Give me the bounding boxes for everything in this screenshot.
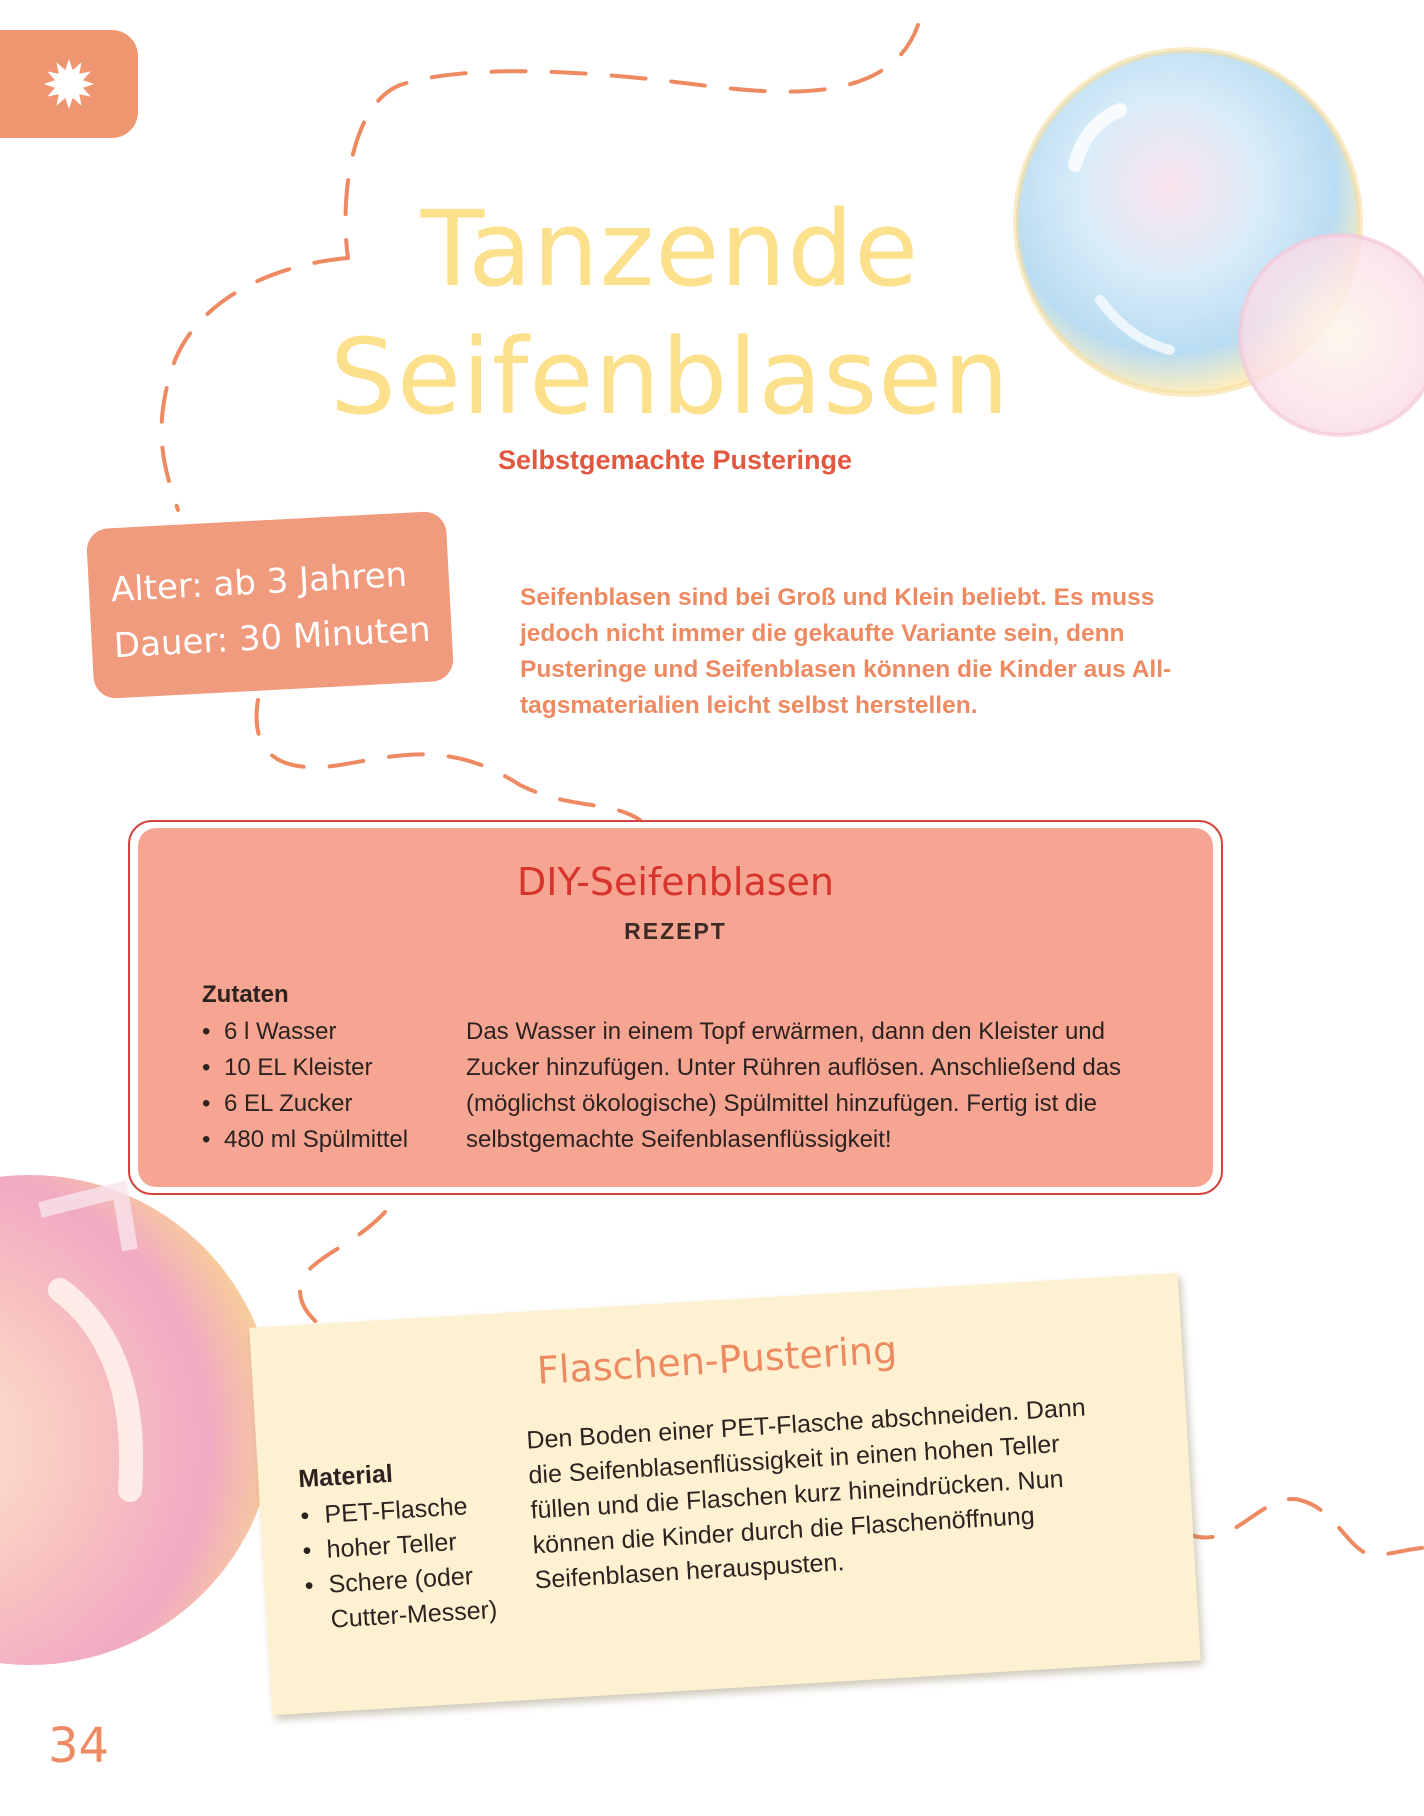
list-item: • 480 ml Spülmittel — [202, 1122, 408, 1158]
list-item: • hoher Teller — [302, 1521, 524, 1569]
title-line-1: Tanzende — [420, 188, 920, 310]
bubble-small-right — [1240, 235, 1424, 435]
list-item: • 6 l Wasser — [202, 1014, 408, 1050]
recipe-instructions: Das Wasser in einem Topf erwärmen, dann den Kleister und Zucker hinzufügen. Unter Rühren auflösen. Anschließend das (möglichst ökologische) Spülmittel hinzufügen. Fertig ist die selbstgemachte Seifenblasenflüssigkeit! — [466, 1018, 1122, 1153]
material-list — [300, 1486, 528, 1639]
page-title — [300, 185, 1040, 441]
activity-instructions: Den Boden einer PET-Flasche abschneiden. Dann die Seifenblasenflüssigkeit in einen hohen Teller füllen und die Flaschen kurz hineindrücken. Nun können die Kinder durch die Flaschenöffnung Seifenblasen herauspusten. — [525, 1393, 1087, 1595]
corner-tab — [0, 30, 138, 138]
material-heading: Material — [297, 1459, 394, 1494]
title-line-2: Seifenblasen — [329, 316, 1011, 438]
activity-title: Flaschen-Pustering — [535, 1327, 899, 1393]
sun-icon — [40, 55, 98, 113]
duration-label: Dauer: 30 Minuten — [112, 609, 432, 667]
page-number: 34 — [48, 1718, 110, 1774]
ingredients-list — [202, 1014, 408, 1158]
list-item: • Schere (oder Cutter-Messer) — [304, 1556, 528, 1639]
bubble-bottom-left — [0, 1175, 275, 1665]
recipe-box — [138, 828, 1213, 1187]
recipe-title: DIY-Seifenblasen — [516, 860, 834, 904]
list-item: • 10 EL Kleister — [202, 1050, 408, 1086]
list-item: • PET-Flasche — [300, 1486, 522, 1534]
list-item: • 6 EL Zucker — [202, 1086, 408, 1122]
age-label: Alter: ab 3 Jahren — [109, 554, 409, 611]
age-duration-badge — [86, 511, 454, 700]
activity-note — [249, 1273, 1200, 1715]
recipe-subtitle: REZEPT — [624, 918, 727, 944]
page-subtitle: Selbstgemachte Pusteringe — [497, 445, 853, 475]
ingredients-heading: Zutaten — [202, 981, 289, 1008]
intro-paragraph: Seifenblasen sind bei Groß und Klein beliebt. Es muss jedoch nicht immer die gekaufte Variante sein, denn Pusteringe und Seifenblasen können die Kinder aus All-tagsmaterialien leicht selbst herstellen. — [520, 584, 1172, 719]
